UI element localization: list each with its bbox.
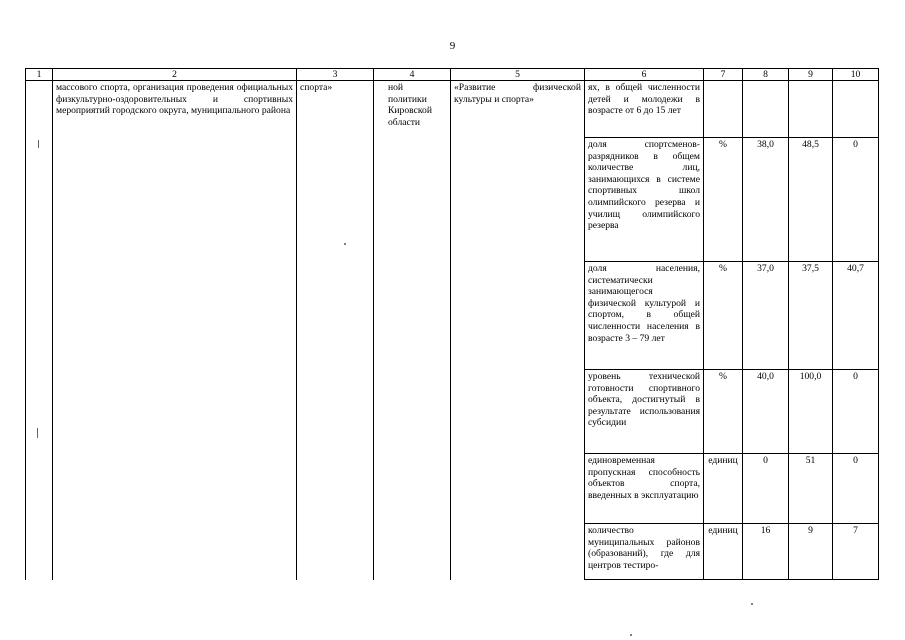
table-row [26,81,879,138]
indicator-name-cell: ях, в общей численности детей и молодежи в возрасте от 6 до 15 лет [585,81,704,138]
col-header-9: 9 [789,69,833,81]
col-header-6: 6 [585,69,704,81]
indicator-name-cell: единовременная пропускная способность объектов спорта, введенных в эксплуатацию [585,454,704,524]
value-col9-cell: 100,0 [789,370,833,454]
executor-cell: спорта» [297,81,374,580]
scan-mark [38,140,39,148]
value-col9-cell: 48,5 [789,138,833,262]
activity-description-cell: массового спорта, организация проведения официальных физкультурно-оздоровительных и спортивных мероприятий городского округа, муниципального района [53,81,297,580]
unit-cell: % [704,138,743,262]
col-header-4: 4 [374,69,451,81]
unit-cell: % [704,262,743,370]
program-indicators-table [25,68,879,580]
page-number: 9 [449,40,456,52]
value-col8-cell: 0 [743,454,789,524]
indicator-name-cell: доля населения, систематически занимающегося физической культурой и спортом, в общей численности населения в возрасте 3 – 79 лет [585,262,704,370]
value-col9-cell [789,81,833,138]
value-col8-cell: 40,0 [743,370,789,454]
value-col10-cell: 0 [833,138,879,262]
program-cell: ной политики Кировской области [374,81,451,580]
value-col10-cell: 0 [833,370,879,454]
col-header-5: 5 [451,69,585,81]
value-col9-cell: 37,5 [789,262,833,370]
col-header-10: 10 [833,69,879,81]
value-col10-cell: 40,7 [833,262,879,370]
value-col10-cell [833,81,879,138]
value-col8-cell: 16 [743,524,789,580]
scan-speck [344,243,346,245]
subprogram-cell: «Развитие физической культуры и спорта» [451,81,585,580]
indicator-name-cell: доля спортсменов-разрядников в общем количестве лиц, занимающихся в системе спортивных школ олимпийского резерва и училищ олимпийского резерва [585,138,704,262]
value-col10-cell: 0 [833,454,879,524]
indicator-name-cell: уровень технической готовности спортивного объекта, достигнутый в результате использования субсидии [585,370,704,454]
col-header-2: 2 [53,69,297,81]
row-number-cell [26,81,53,580]
col-header-1: 1 [26,69,53,81]
unit-cell [704,81,743,138]
scan-speck [630,634,632,636]
unit-cell: единиц [704,454,743,524]
value-col10-cell: 7 [833,524,879,580]
column-number-row [26,69,879,81]
unit-cell: % [704,370,743,454]
value-col9-cell: 51 [789,454,833,524]
col-header-3: 3 [297,69,374,81]
value-col8-cell [743,81,789,138]
scan-speck [751,603,753,605]
col-header-8: 8 [743,69,789,81]
unit-cell: единиц [704,524,743,580]
value-col8-cell: 38,0 [743,138,789,262]
scan-mark [37,428,38,438]
value-col8-cell: 37,0 [743,262,789,370]
indicator-name-cell: количество муниципальных районов (образований), где для центров тестиро- [585,524,704,580]
value-col9-cell: 9 [789,524,833,580]
col-header-7: 7 [704,69,743,81]
